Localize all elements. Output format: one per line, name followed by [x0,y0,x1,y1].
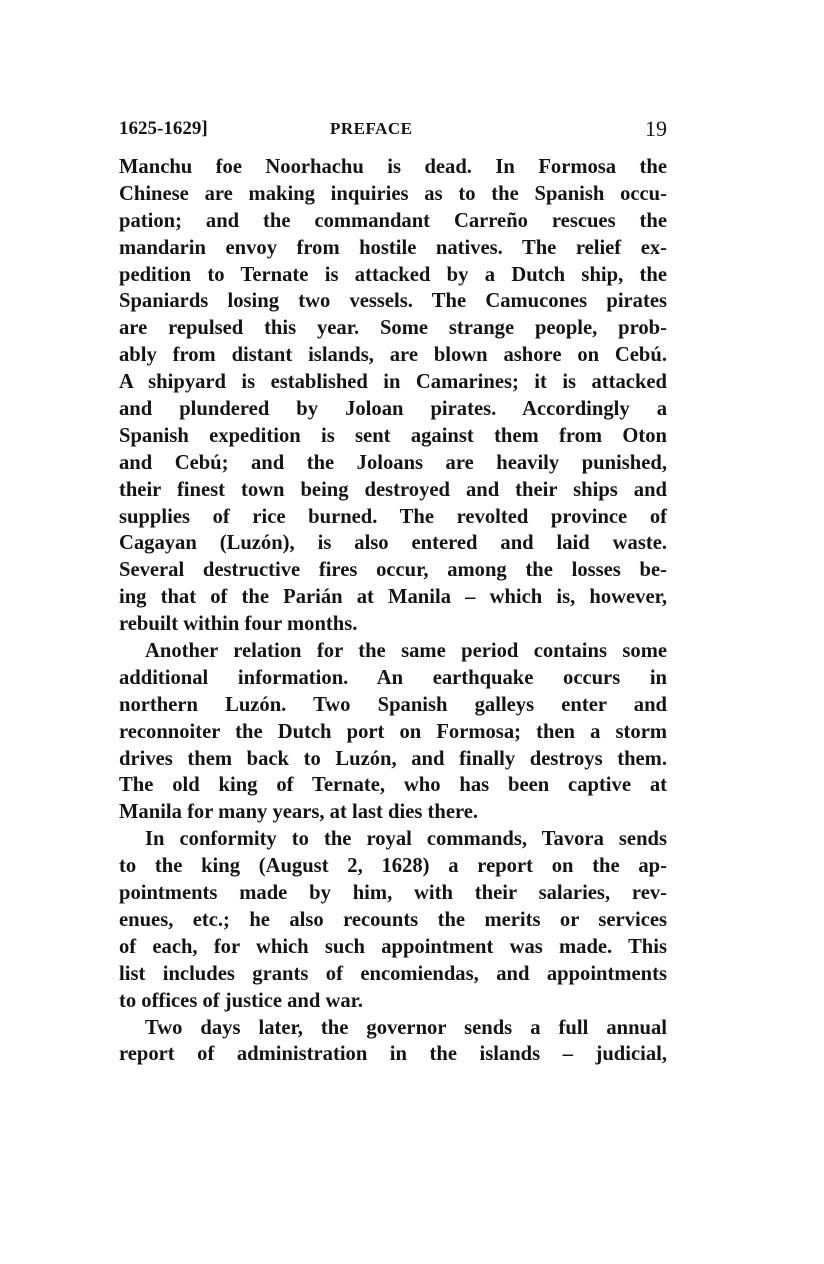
text-line: Several destructive fires occur, among the losses be- [119,559,667,582]
text-line: A shipyard is established in Camarines; it is attacked [119,371,667,394]
text-line: Another relation for the same period contains some [145,640,667,663]
text-line: The old king of Ternate, who has been captive at [119,774,667,797]
text-line: to offices of justice and war. [119,989,364,1012]
text-line: list includes grants of encomiendas, and appointments [119,962,667,985]
text-line: rebuilt within four months. [119,613,358,636]
text-line: mandarin envoy from hostile natives. The relief ex- [119,236,667,259]
text-line: Manila for many years, at last dies there. [119,801,479,824]
text-line: and plundered by Joloan pirates. Accordingly a [119,398,667,421]
text-line: are repulsed this year. Some strange people, prob- [119,317,667,340]
text-line: their finest town being destroyed and their ships and [119,478,667,501]
paragraph [119,638,667,826]
running-header [119,114,667,144]
text-line: pedition to Ternate is attacked by a Dutch ship, the [119,263,667,286]
text-line: additional information. An earthquake occurs in [119,666,667,689]
text-line: Spaniards losing two vessels. The Camucones pirates [119,290,667,313]
text-line: Chinese are making inquiries as to the Spanish occu- [119,182,667,205]
page-number: 19 [645,116,667,141]
body-text [119,154,667,1068]
text-line: northern Luzón. Two Spanish galleys enter and [119,693,667,716]
text-line: Spanish expedition is sent against them from Oton [119,424,667,447]
text-line: ing that of the Parián at Manila – which is, however, [119,586,667,609]
paragraph [119,154,667,638]
text-line: to the king (August 2, 1628) a report on the ap- [119,855,667,878]
text-line: pation; and the commandant Carreño rescues the [119,209,667,232]
header-date-range: 1625-1629] [119,118,208,139]
text-line: supplies of rice burned. The revolted province of [119,505,667,528]
text-line: report of administration in the islands – judicial, [119,1043,667,1066]
text-line: drives them back to Luzón, and finally destroys them. [119,747,667,770]
text-line: Two days later, the governor sends a full annual [145,1016,667,1039]
paragraph [119,1015,667,1069]
text-line: enues, etc.; he also recounts the merits or services [119,908,667,931]
text-line: In conformity to the royal commands, Tavora sends [145,828,667,851]
text-line: and Cebú; and the Joloans are heavily punished, [119,451,667,474]
text-line: reconnoiter the Dutch port on Formosa; then a storm [119,720,667,743]
text-line: Cagayan (Luzón), is also entered and laid waste. [119,532,667,555]
text-line: pointments made by him, with their salaries, rev- [119,882,667,905]
header-title: PREFACE [330,119,413,138]
text-line: of each, for which such appointment was made. This [119,935,667,958]
paragraph [119,826,667,1014]
text-line: Manchu foe Noorhachu is dead. In Formosa the [119,156,667,178]
text-line: ably from distant islands, are blown ashore on Cebú. [119,344,667,367]
